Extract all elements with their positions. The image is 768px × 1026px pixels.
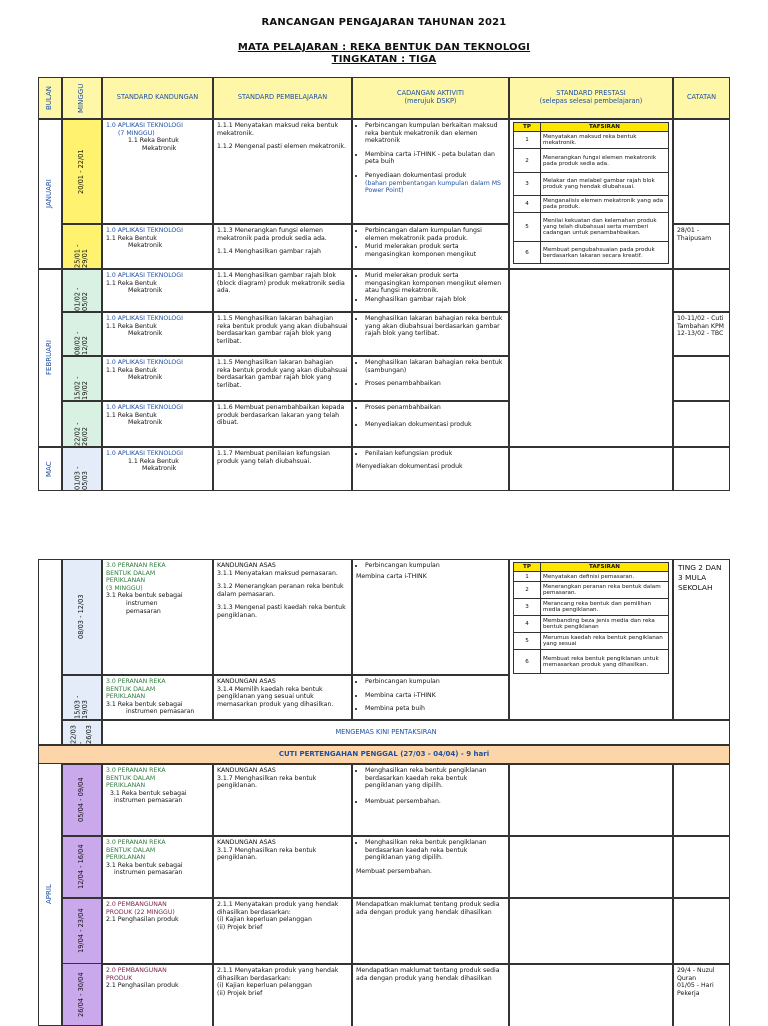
ca-item: • Membuat persembahan. xyxy=(365,798,505,806)
sp-cell xyxy=(213,675,352,720)
sk-topic: 3.0 PERANAN REKA xyxy=(106,562,166,569)
catatan-text: Thaipusam xyxy=(677,234,712,242)
sk-subtopic: 3.1 Reka bentuk sebagai xyxy=(106,700,183,708)
sp-item: 1.1.5 Menghasilkan lakaran bahagian reka bentuk produk yang akan diubahsuai berdasarkan gambar rajah blok yang terlibat. xyxy=(217,359,348,389)
catatan-cell xyxy=(673,119,730,224)
tp-level: 1 xyxy=(514,132,541,149)
catatan-cell xyxy=(673,447,730,491)
sk-cell xyxy=(102,224,213,269)
tp-level: 3 xyxy=(514,599,541,616)
ca-item: • Murid melerakan produk serta mengasingkan komponen mengikut elemen atau fungsi mekatronik. xyxy=(365,272,505,295)
sp-item: 2.1.1 Menyatakan produk yang hendak dihasilkan berdasarkan: xyxy=(217,967,339,982)
sk-subtopic-cont: Mekatronik xyxy=(128,419,163,427)
ca-item: • Menghasilkan lakaran bahagian reka bentuk yang akan diubahsuai berdasarkan gambar rajah blok yang terlibat. xyxy=(365,315,505,338)
sk-subtopic-cont: Mekatronik xyxy=(128,330,163,338)
tp-desc: Melakar dan melabel gambar rajah blok produk yang hendak diubahsuai. xyxy=(541,173,669,196)
holiday-label: CUTI PERTENGAHAN PENGGAL (27/03 - 04/04) - 9 hari xyxy=(278,749,490,758)
week-cell: 01/02 - 05/02 xyxy=(62,269,102,312)
sk-subtopic: 1.1 Reka Bentuk xyxy=(106,322,157,330)
col-header-ca-note: (merujuk DSKP) xyxy=(404,97,457,105)
col-header-month: BULAN xyxy=(38,77,62,119)
col-header-spr-note: (selepas selesai pembelajaran) xyxy=(539,97,643,105)
sp-heading: KANDUNGAN ASAS xyxy=(217,678,276,685)
tp-desc: Menyatakan definisi pemasaran. xyxy=(541,572,669,582)
sp-cell xyxy=(213,119,352,224)
ca-cell xyxy=(352,898,509,964)
ca-item: • Menghasilkan gambar rajah blok xyxy=(365,296,505,304)
sk-topic: 1.0 APLIKASI TEKNOLOGI xyxy=(106,359,183,366)
tp-empty-cell xyxy=(509,964,673,1026)
week-cell: 05/04 - 09/04 xyxy=(62,764,102,836)
sk-cell xyxy=(102,312,213,356)
ca-cell xyxy=(352,269,509,312)
col-header-catatan: CATATAN xyxy=(673,77,730,119)
month-januari: JANUARI xyxy=(38,119,62,269)
sk-topic: 1.0 APLIKASI TEKNOLOGI xyxy=(106,122,183,129)
ca-cell xyxy=(352,356,509,401)
sk-topic-cont: PERIKLANAN xyxy=(106,782,146,790)
ca-item xyxy=(365,172,505,195)
tp-desc: Menerangkan fungsi elemen mekatronik pada produk sedia ada. xyxy=(541,149,669,173)
ca-item: • Perbincangan kumpulan xyxy=(365,678,505,686)
ca-cell xyxy=(352,836,509,898)
month-cell-empty xyxy=(38,559,62,745)
sk-subtopic: 1.1 Reka Bentuk xyxy=(106,279,157,287)
sk-subtopic: 3.1 Reka bentuk sebagai xyxy=(106,592,183,600)
sk-subtopic: 2.1 Penghasilan produk xyxy=(106,982,179,990)
sp-cell xyxy=(213,764,352,836)
sp-item: 3.1.7 Menghasilkan reka bentuk pengiklanan. xyxy=(217,774,317,790)
col-header-spr-label: STANDARD PRESTASI xyxy=(556,89,626,98)
ca-item: • Proses penambahbaikan xyxy=(365,380,505,388)
catatan-text: TING 2 DAN 3 MULA SEKOLAH xyxy=(678,563,722,592)
tp-cell xyxy=(509,119,673,269)
week-cell: 12/04 - 16/04 xyxy=(62,836,102,898)
tp-level: 5 xyxy=(514,633,541,650)
sk-cell xyxy=(102,447,213,491)
sp-item: 1.1.3 Menerangkan fungsi elemen mekatronik pada produk sedia ada. xyxy=(217,227,327,242)
tp-desc: Menyatakan maksud reka bentuk mekatronik. xyxy=(541,132,669,149)
assessment-label: MENGEMAS KINI PENTAKSIRAN xyxy=(335,727,437,736)
tp-desc: Merancang reka bentuk dan pemilihan media pengiklanan. xyxy=(541,599,669,616)
ca-cell xyxy=(352,401,509,447)
sp-cell xyxy=(213,312,352,356)
sk-subtopic-cont: instrumen pemasaran xyxy=(114,797,183,805)
sk-subtopic: 1.1 Reka Bentuk xyxy=(106,234,157,242)
catatan-cell xyxy=(673,836,730,898)
tp-desc: Membuat pengubahsuaian pada produk berdasarkan lakaran secara kreatif. xyxy=(541,242,669,264)
sk-topic-cont: PRODUK xyxy=(106,974,133,982)
tp-header: TP xyxy=(514,563,541,572)
sk-topic: 1.0 APLIKASI TEKNOLOGI xyxy=(106,450,183,457)
tp-table xyxy=(513,562,669,674)
sk-subtopic: 1.1 Reka Bentuk xyxy=(106,411,157,419)
document-title: RANCANGAN PENGAJARAN TAHUNAN 2021 xyxy=(261,17,507,28)
tp-empty-cell xyxy=(509,269,673,447)
catatan-cell xyxy=(673,898,730,964)
sk-topic-cont: BENTUK DALAM xyxy=(106,569,156,577)
catatan-cell xyxy=(673,356,730,401)
ca-item: Membina carta i-THINK xyxy=(356,572,427,580)
tp-level: 1 xyxy=(514,572,541,582)
sk-topic: 3.0 PERANAN REKA xyxy=(106,678,166,685)
ca-item: • Murid melerakan produk serta mengasingkan komponen mengikut xyxy=(365,243,505,258)
sp-heading: KANDUNGAN ASAS xyxy=(217,767,276,774)
sk-topic-cont: PERIKLANAN xyxy=(106,577,146,585)
sp-item: (ii) Projek brief xyxy=(217,923,263,931)
holiday-banner xyxy=(38,745,730,764)
ca-text: Penyediaan dokumentasi produk xyxy=(365,171,467,179)
sp-item: (i) Kajian keperluan pelanggan xyxy=(217,982,312,990)
sp-item: (ii) Projek brief xyxy=(217,989,263,997)
catatan-cell xyxy=(673,224,730,269)
sk-subtopic-cont: instrumen xyxy=(126,599,158,607)
col-header-sk: STANDARD KANDUNGAN xyxy=(102,77,213,119)
tp-empty-cell xyxy=(509,836,673,898)
tp-header: TAFSIRAN xyxy=(541,123,669,132)
sp-item: 3.1.1 Menyatakan maksud pemasaran. xyxy=(217,569,338,577)
tp-level: 2 xyxy=(514,582,541,599)
sp-item: 2.1.1 Menyatakan produk yang hendak dihasilkan berdasarkan: xyxy=(217,901,339,916)
sk-subtopic-cont: instrumen pemasaran xyxy=(126,708,195,716)
week-cell: 25/01 - 29/01 xyxy=(62,224,102,269)
sp-item: 1.1.4 Menghasilkan gambar rajah blok (block diagram) produk mekatronik sedia ada. xyxy=(217,272,345,295)
ca-item: • Menghasilkan reka bentuk pengiklanan berdasarkan kaedah reka bentuk pengiklanan yang dipilih. xyxy=(365,839,505,862)
catatan-text: 10-11/02 - Cuti xyxy=(677,315,724,322)
ca-item: • Menghasilkan lakaran bahagian reka bentuk (sambungan) xyxy=(365,359,505,374)
ca-item: • Membina peta buih xyxy=(365,705,505,713)
tp-header: TP xyxy=(514,123,541,132)
tp-level: 6 xyxy=(514,650,541,674)
sk-duration: (3 MINGGU) xyxy=(106,584,143,592)
sp-item: 1.1.2 Mengenal pasti elemen mekatronik. xyxy=(217,143,346,151)
sp-cell xyxy=(213,964,352,1026)
sk-cell xyxy=(102,559,213,675)
sp-item: 3.1.4 Memilih kaedah reka bentuk pengiklanan yang sesuai untuk memasarkan produk yang dihasilkan. xyxy=(217,685,334,708)
catatan-cell xyxy=(673,312,730,356)
week-cell: 20/01 - 22/01 xyxy=(62,119,102,224)
sk-topic-cont: PRODUK (22 MINGGU) xyxy=(106,908,175,916)
ca-item: Menyediakan dokumentasi produk xyxy=(356,462,463,470)
catatan-text: 29/4 - Nuzul xyxy=(677,967,715,974)
sp-cell xyxy=(213,356,352,401)
sk-subtopic-cont: Mekatronik xyxy=(128,287,163,295)
sp-item: 3.1.2 Menerangkan peranan reka bentuk dalam pemasaran. xyxy=(217,583,344,598)
tp-desc: Membuat reka bentuk pengiklanan untuk memasarkan produk yang dihasilkan. xyxy=(541,650,669,674)
catatan-text: Tambahan KPM xyxy=(677,322,725,330)
week-cell: 08/03 - 12/03 xyxy=(62,559,102,675)
ca-item: Membuat persembahan. xyxy=(356,867,432,875)
catatan-cell xyxy=(673,764,730,836)
ca-item: • Perbincangan dalam kumpulan fungsi elemen mekatronik pada produk. xyxy=(365,227,505,242)
sk-topic: 3.0 PERANAN REKA xyxy=(106,839,166,846)
sp-cell xyxy=(213,401,352,447)
sk-subtopic-cont: Mekatronik xyxy=(128,374,163,382)
ca-cell xyxy=(352,447,509,491)
sk-subtopic: 3.1 Reka bentuk sebagai xyxy=(106,861,183,869)
sp-item: 3.1.7 Menghasilkan reka bentuk pengiklanan. xyxy=(217,846,317,862)
sk-cell xyxy=(102,898,213,964)
sk-topic-cont: BENTUK DALAM xyxy=(106,846,156,854)
tp-level: 4 xyxy=(514,616,541,633)
sk-topic: 1.0 APLIKASI TEKNOLOGI xyxy=(106,315,183,322)
sk-duration: (7 MINGGU) xyxy=(118,129,155,137)
sk-subtopic-cont: Mekatronik xyxy=(142,465,177,473)
tp-table xyxy=(513,122,669,264)
catatan-cell xyxy=(673,559,730,720)
ca-cell xyxy=(352,764,509,836)
sk-topic-cont: BENTUK DALAM xyxy=(106,685,156,693)
tp-level: 3 xyxy=(514,173,541,196)
sp-item: 1.1.4 Menghasilkan gambar rajah xyxy=(217,248,321,256)
sk-topic: 2.0 PEMBANGUNAN xyxy=(106,967,167,974)
sp-heading: KANDUNGAN ASAS xyxy=(217,839,276,846)
sk-subtopic: 1.1 Reka Bentuk xyxy=(106,366,157,374)
ca-item: Mendapatkan maklumat tentang produk sedia ada dengan produk yang hendak dihasilkan xyxy=(356,901,500,916)
col-header-ca xyxy=(352,77,509,119)
tp-level: 5 xyxy=(514,213,541,242)
catatan-text: 12-13/02 - TBC xyxy=(677,330,724,338)
ca-cell xyxy=(352,224,509,269)
catatan-text: 28/01 - xyxy=(677,227,700,234)
ca-item: • Menyediakan dokumentasi produk xyxy=(365,421,505,429)
tp-empty-cell xyxy=(509,898,673,964)
sk-cell xyxy=(102,269,213,312)
sk-topic-cont: PERIKLANAN xyxy=(106,693,146,701)
sp-cell xyxy=(213,898,352,964)
sk-subtopic: 1.1 Reka Bentuk xyxy=(128,457,179,465)
sp-cell xyxy=(213,447,352,491)
catatan-text: Quran xyxy=(677,974,697,982)
month-mac: MAC xyxy=(38,447,62,491)
assessment-row xyxy=(102,720,730,745)
sk-topic-cont: PERIKLANAN xyxy=(106,854,146,862)
sk-cell xyxy=(102,964,213,1026)
sk-cell xyxy=(102,401,213,447)
sp-item: 1.1.5 Menghasilkan lakaran bahagian reka bentuk produk yang akan diubahsuai berdasarkan gambar rajah blok yang terlibat. xyxy=(217,315,348,345)
ca-item: • Perbincangan kumpulan xyxy=(365,562,505,570)
sk-topic: 1.0 APLIKASI TEKNOLOGI xyxy=(106,404,183,411)
ca-cell xyxy=(352,964,509,1026)
tp-desc: Merumus kaedah reka bentuk pengiklanan yang sesuai xyxy=(541,633,669,650)
sk-topic: 2.0 PEMBANGUNAN xyxy=(106,901,167,908)
sk-cell xyxy=(102,119,213,224)
sk-topic: 1.0 APLIKASI TEKNOLOGI xyxy=(106,227,183,234)
tp-desc: Menerangkan peranan reka bentuk dalam pemasaran. xyxy=(541,582,669,599)
month-april: APRIL xyxy=(38,764,62,1026)
tp-header: TAFSIRAN xyxy=(541,563,669,572)
tp-desc: Menilai kekuatan dan kelemahan produk yang telah diubahsuai serta memberi cadangan untuk penambahbaikan. xyxy=(541,213,669,242)
subject-title: MATA PELAJARAN : REKA BENTUK DAN TEKNOLOGI xyxy=(237,42,531,53)
sp-item: (i) Kajian keperluan pelanggan xyxy=(217,916,312,924)
sp-item: 3.1.3 Mengenal pasti kaedah reka bentuk pengiklanan. xyxy=(217,604,346,619)
sk-subtopic-cont: instrumen pemasaran xyxy=(114,869,183,877)
sk-subtopic-cont: Mekatronik xyxy=(142,144,177,152)
week-cell: 01/03 - 05/03 xyxy=(62,447,102,491)
ca-item: • Penilaian kefungsian produk xyxy=(365,450,505,458)
week-cell: 15/03 - 19/03 xyxy=(62,675,102,720)
tp-desc: Menganalisis elemen mekatronik yang ada pada produk. xyxy=(541,196,669,213)
sp-item: 1.1.6 Membuat penambahbaikan kepada produk berdasarkan lakaran yang telah dibuat. xyxy=(217,404,345,427)
sp-cell xyxy=(213,836,352,898)
sk-subtopic-cont: pemasaran xyxy=(126,607,161,615)
catatan-cell xyxy=(673,269,730,312)
week-cell: 15/02 - 19/02 xyxy=(62,356,102,401)
week-cell: 19/04 - 23/04 xyxy=(62,898,102,964)
tp-cell xyxy=(509,559,673,720)
ca-item: • Membina carta i-THINK xyxy=(365,692,505,700)
week-cell: 26/04 - 30/04 xyxy=(62,964,102,1026)
tp-level: 4 xyxy=(514,196,541,213)
col-header-week: MINGGU xyxy=(62,77,102,119)
tp-level: 2 xyxy=(514,149,541,173)
sk-subtopic: 1.1 Reka Bentuk xyxy=(128,137,179,145)
tp-empty-cell xyxy=(509,764,673,836)
sp-cell xyxy=(213,559,352,675)
ca-cell xyxy=(352,559,509,675)
sp-cell xyxy=(213,269,352,312)
tp-desc: Membanding beza jenis media dan reka bentuk pengiklanan xyxy=(541,616,669,633)
sk-topic: 3.0 PERANAN REKA xyxy=(106,767,166,774)
sk-subtopic: 3.1 Reka bentuk sebagai xyxy=(110,789,187,797)
ca-item: • Proses penambahbaikan xyxy=(365,404,505,412)
ca-cell xyxy=(352,675,509,720)
ca-item: • Perbincangan kumpulan berkaitan maksud reka bentuk mekatronik dan elemen mekatronik xyxy=(365,122,505,145)
ca-note: (bahan pembentangan kumpulan dalam MS Power Point) xyxy=(365,179,501,195)
ca-item: • Membina carta i-THINK - peta bulatan dan peta buih xyxy=(365,151,505,166)
sk-topic-cont: BENTUK DALAM xyxy=(106,774,156,782)
sp-item: 1.1.1 Menyatakan maksud reka bentuk mekatronik. xyxy=(217,122,339,137)
sp-item: 1.1.7 Membuat penilaian kefungsian produk yang telah diubahsuai. xyxy=(217,450,330,465)
tp-empty-cell xyxy=(509,447,673,491)
catatan-text: 01/05 - Hari xyxy=(677,982,714,990)
col-header-spr xyxy=(509,77,673,119)
ca-item: Mendapatkan maklumat tentang produk sedia ada dengan produk yang hendak dihasilkan xyxy=(356,967,500,982)
ca-item: • Menghasilkan reka bentuk pengiklanan berdasarkan kaedah reka bentuk pengiklanan yang dipilih. xyxy=(365,767,505,790)
ca-cell xyxy=(352,312,509,356)
level-title: TINGKATAN : TIGA xyxy=(331,54,437,65)
sk-cell xyxy=(102,675,213,720)
catatan-text: Pekerja xyxy=(677,989,700,997)
sk-cell xyxy=(102,356,213,401)
month-februari: FEBRUARI xyxy=(38,269,62,447)
week-cell: 22/02 - 26/02 xyxy=(62,401,102,447)
catatan-cell xyxy=(673,401,730,447)
sk-subtopic-cont: Mekatronik xyxy=(128,242,163,250)
sp-cell xyxy=(213,224,352,269)
sk-subtopic: 2.1 Penghasilan produk xyxy=(106,916,179,924)
tp-level: 6 xyxy=(514,242,541,264)
week-cell: 22/03 - 26/03 xyxy=(62,720,102,745)
sk-cell xyxy=(102,764,213,836)
sk-cell xyxy=(102,836,213,898)
catatan-cell xyxy=(673,964,730,1026)
week-cell: 08/02 - 12/02 xyxy=(62,312,102,356)
sp-heading: KANDUNGAN ASAS xyxy=(217,562,276,569)
col-header-ca-label: CADANGAN AKTIVITI xyxy=(397,89,464,98)
ca-cell xyxy=(352,119,509,224)
sk-topic: 1.0 APLIKASI TEKNOLOGI xyxy=(106,272,183,279)
col-header-sp: STANDARD PEMBELAJARAN xyxy=(213,77,352,119)
